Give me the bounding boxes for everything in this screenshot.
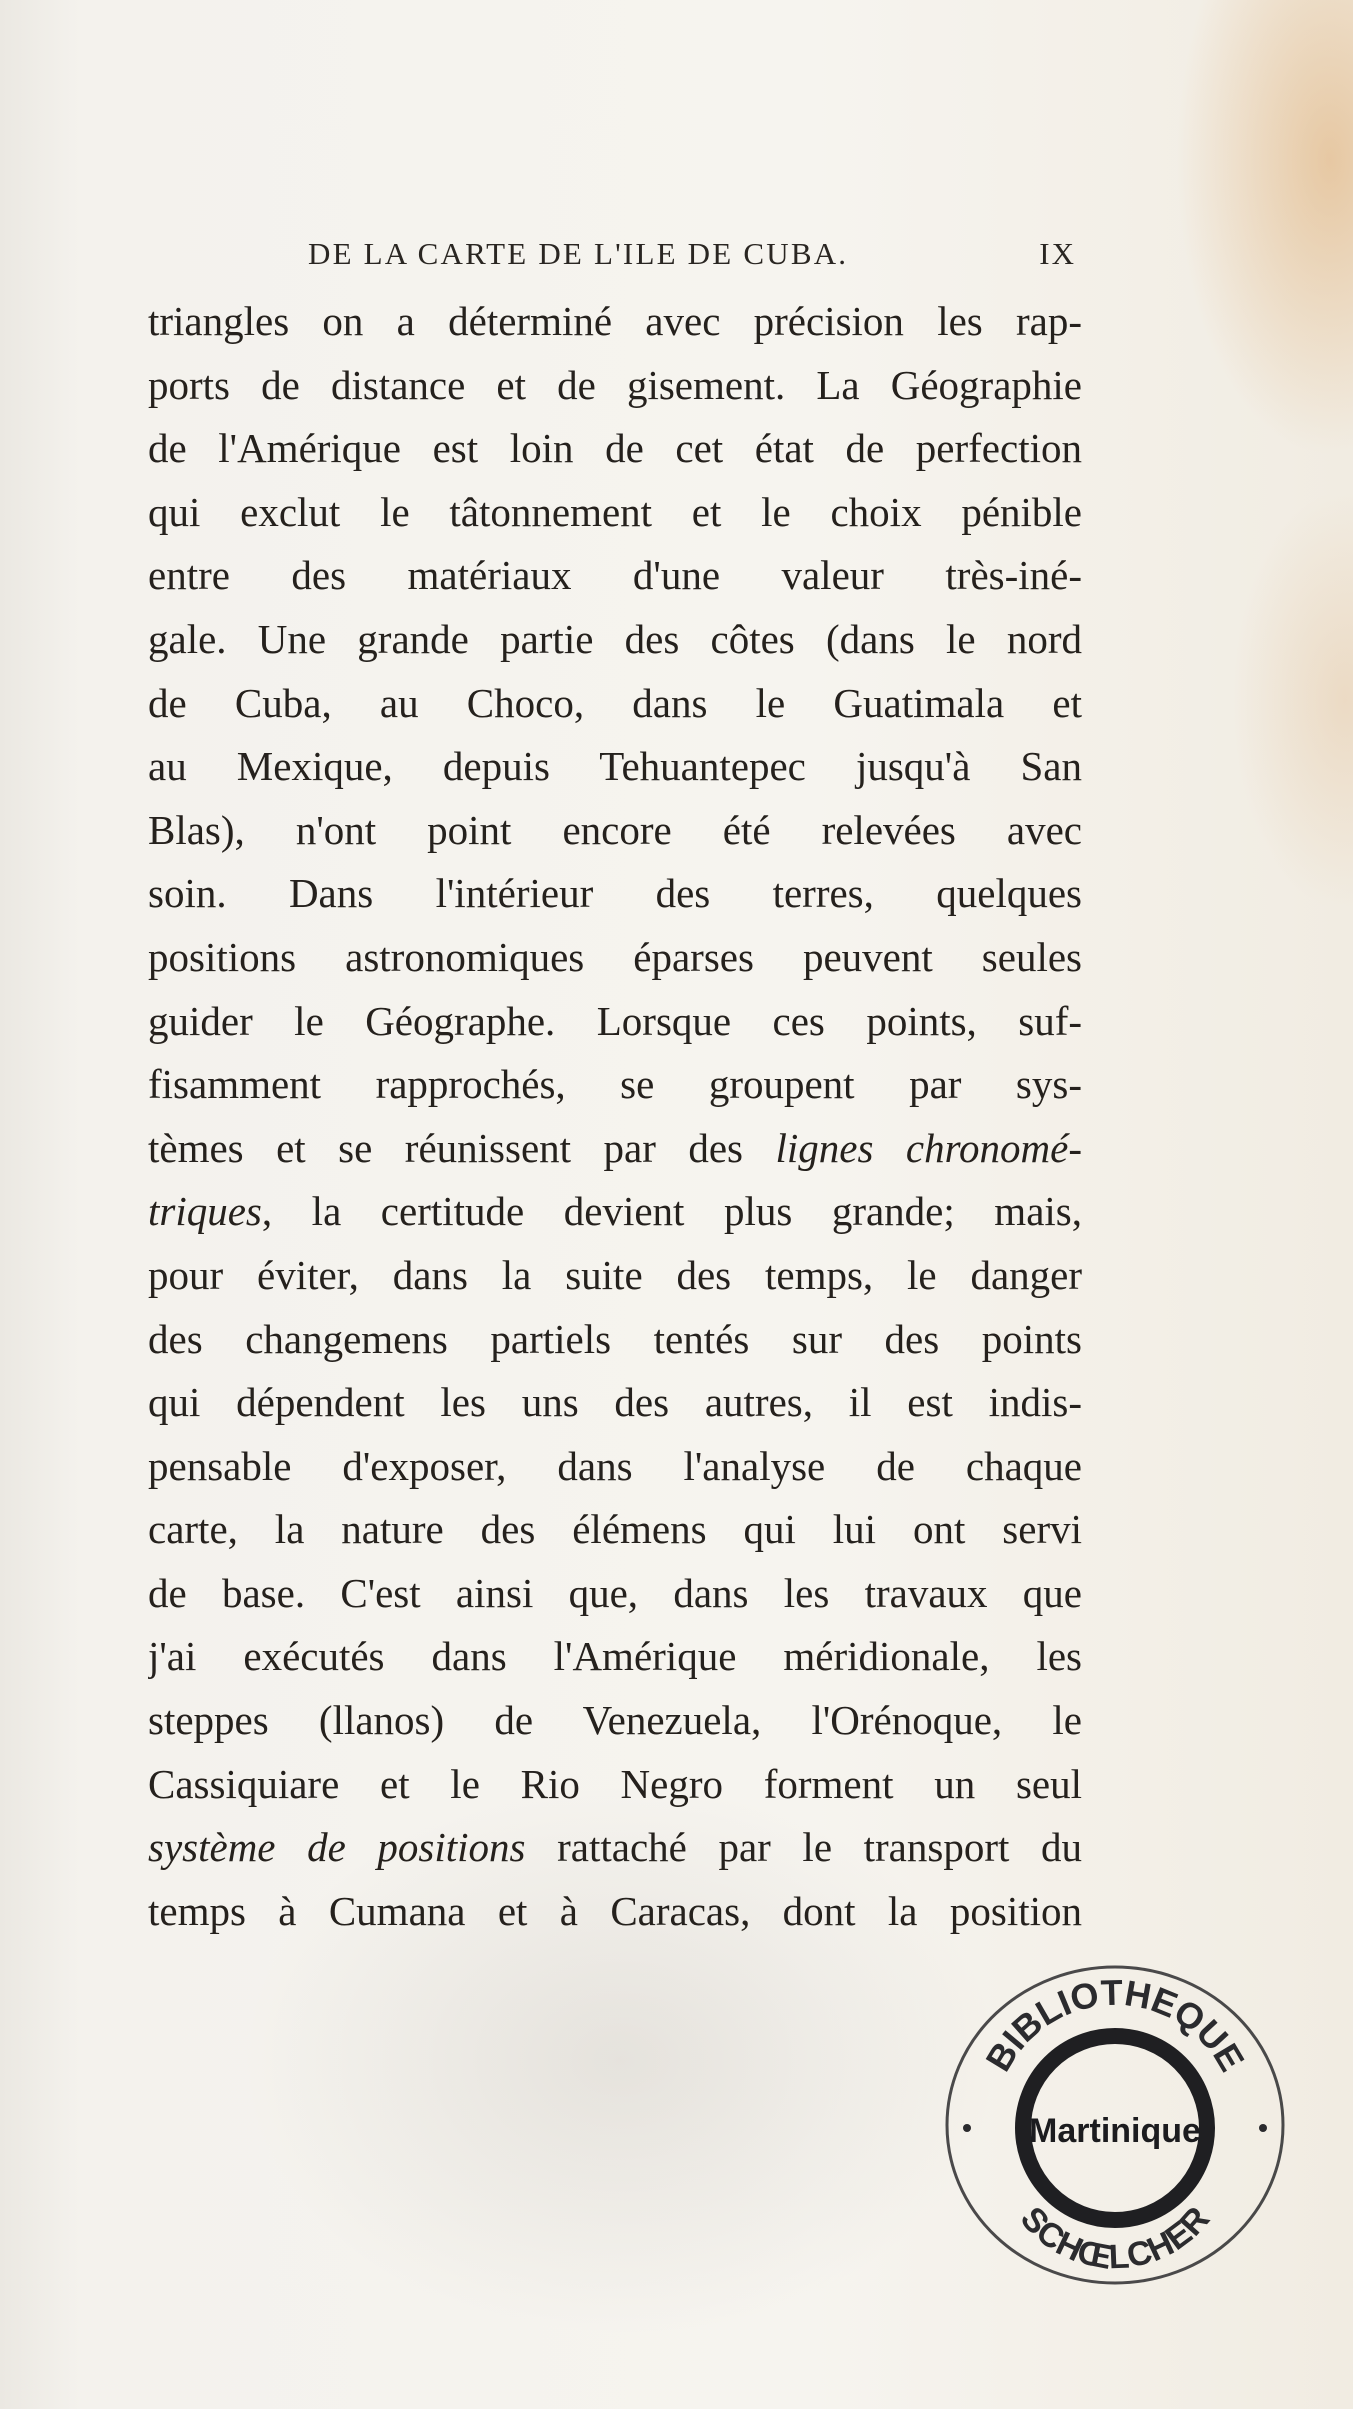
text-span: au Mexique, depuis Tehuantepec jusqu'à San — [148, 743, 1082, 790]
text-span: , la certitude devient plus grande; mais, — [261, 1188, 1082, 1235]
text-span: temps à Cumana et à Caracas, dont la position — [148, 1887, 1082, 1934]
text-line — [148, 1562, 1082, 1626]
text-line — [148, 417, 1082, 481]
text-line — [148, 1689, 1082, 1753]
page-number: IX — [1039, 236, 1076, 271]
text-span: gale. Une grande partie des côtes (dans le nord — [148, 615, 1082, 662]
text-line — [148, 1244, 1082, 1308]
text-span: des changemens partiels tentés sur des points — [148, 1315, 1082, 1362]
text-line — [148, 354, 1082, 418]
text-line — [148, 1308, 1082, 1372]
text-line — [148, 481, 1082, 545]
text-span: tèmes et se réunissent par des — [148, 1124, 776, 1171]
text-span: triangles on a déterminé avec précision les rap- — [148, 298, 1082, 344]
text-line — [148, 990, 1082, 1054]
text-line — [148, 862, 1082, 926]
text-line — [148, 926, 1082, 990]
text-span: guider le Géographe. Lorsque ces points, suf- — [148, 997, 1082, 1044]
text-span: de base. C'est ainsi que, dans les travaux que — [148, 1569, 1082, 1616]
text-line — [148, 1880, 1082, 1944]
text-span: ports de distance et de gisement. La Géographie — [148, 361, 1082, 408]
body-text — [148, 290, 1082, 1943]
text-line — [148, 608, 1082, 672]
running-head: DE LA CARTE DE L'ILE DE CUBA. — [308, 236, 849, 271]
text-span: steppes (llanos) de Venezuela, l'Orénoque, le — [148, 1697, 1082, 1744]
text-span: pour éviter, dans la suite des temps, le danger — [148, 1251, 1082, 1298]
text-span: carte, la nature des élémens qui lui ont servi — [148, 1506, 1082, 1553]
stamp-center-text: Martinique — [1029, 2112, 1201, 2150]
text-line — [148, 1498, 1082, 1562]
text-span: pensable d'exposer, dans l'analyse de chaque — [148, 1442, 1082, 1489]
text-line — [148, 1435, 1082, 1499]
library-stamp — [925, 1950, 1305, 2300]
italic-text-span: système de positions — [148, 1824, 526, 1871]
text-span: Cassiquiare et le Rio Negro forment un seul — [148, 1760, 1082, 1807]
text-line — [148, 1753, 1082, 1817]
text-span: de l'Amérique est loin de cet état de perfection — [148, 425, 1082, 472]
text-line — [148, 1816, 1082, 1880]
stamp-bottom-text: SCHŒLCHER — [1012, 2199, 1218, 2277]
text-span: Blas), n'ont point encore été relevées avec — [148, 806, 1082, 853]
text-line — [148, 799, 1082, 863]
stamp-dot-right — [1259, 2124, 1267, 2132]
text-span: qui exclut le tâtonnement et le choix pénible — [148, 488, 1082, 535]
page-header — [150, 236, 1076, 296]
text-span: fisamment rapprochés, se groupent par sys- — [148, 1061, 1082, 1108]
text-span: qui dépendent les uns des autres, il est indis- — [148, 1379, 1082, 1426]
text-line — [148, 290, 1082, 354]
text-line — [148, 544, 1082, 608]
text-line — [148, 1117, 1082, 1181]
text-span: rattaché par le transport du — [525, 1824, 1082, 1871]
text-line — [148, 1180, 1082, 1244]
text-line — [148, 672, 1082, 736]
stamp-top-text: BIBLIOTHEQUE — [977, 1971, 1253, 2079]
text-line — [148, 1625, 1082, 1689]
stamp-dot-left — [963, 2124, 971, 2132]
text-line — [148, 735, 1082, 799]
italic-text-span: lignes chronomé- — [775, 1124, 1082, 1171]
library-stamp-graphic — [925, 1950, 1305, 2300]
text-span: soin. Dans l'intérieur des terres, quelques — [148, 870, 1082, 917]
text-span: positions astronomiques éparses peuvent seules — [148, 933, 1082, 980]
text-line — [148, 1371, 1082, 1435]
text-span: entre des matériaux d'une valeur très-iné- — [148, 552, 1082, 599]
text-line — [148, 1053, 1082, 1117]
italic-text-span: triques — [148, 1188, 262, 1235]
text-span: j'ai exécutés dans l'Amérique méridionale, les — [148, 1633, 1082, 1680]
text-span: de Cuba, au Choco, dans le Guatimala et — [148, 679, 1082, 726]
